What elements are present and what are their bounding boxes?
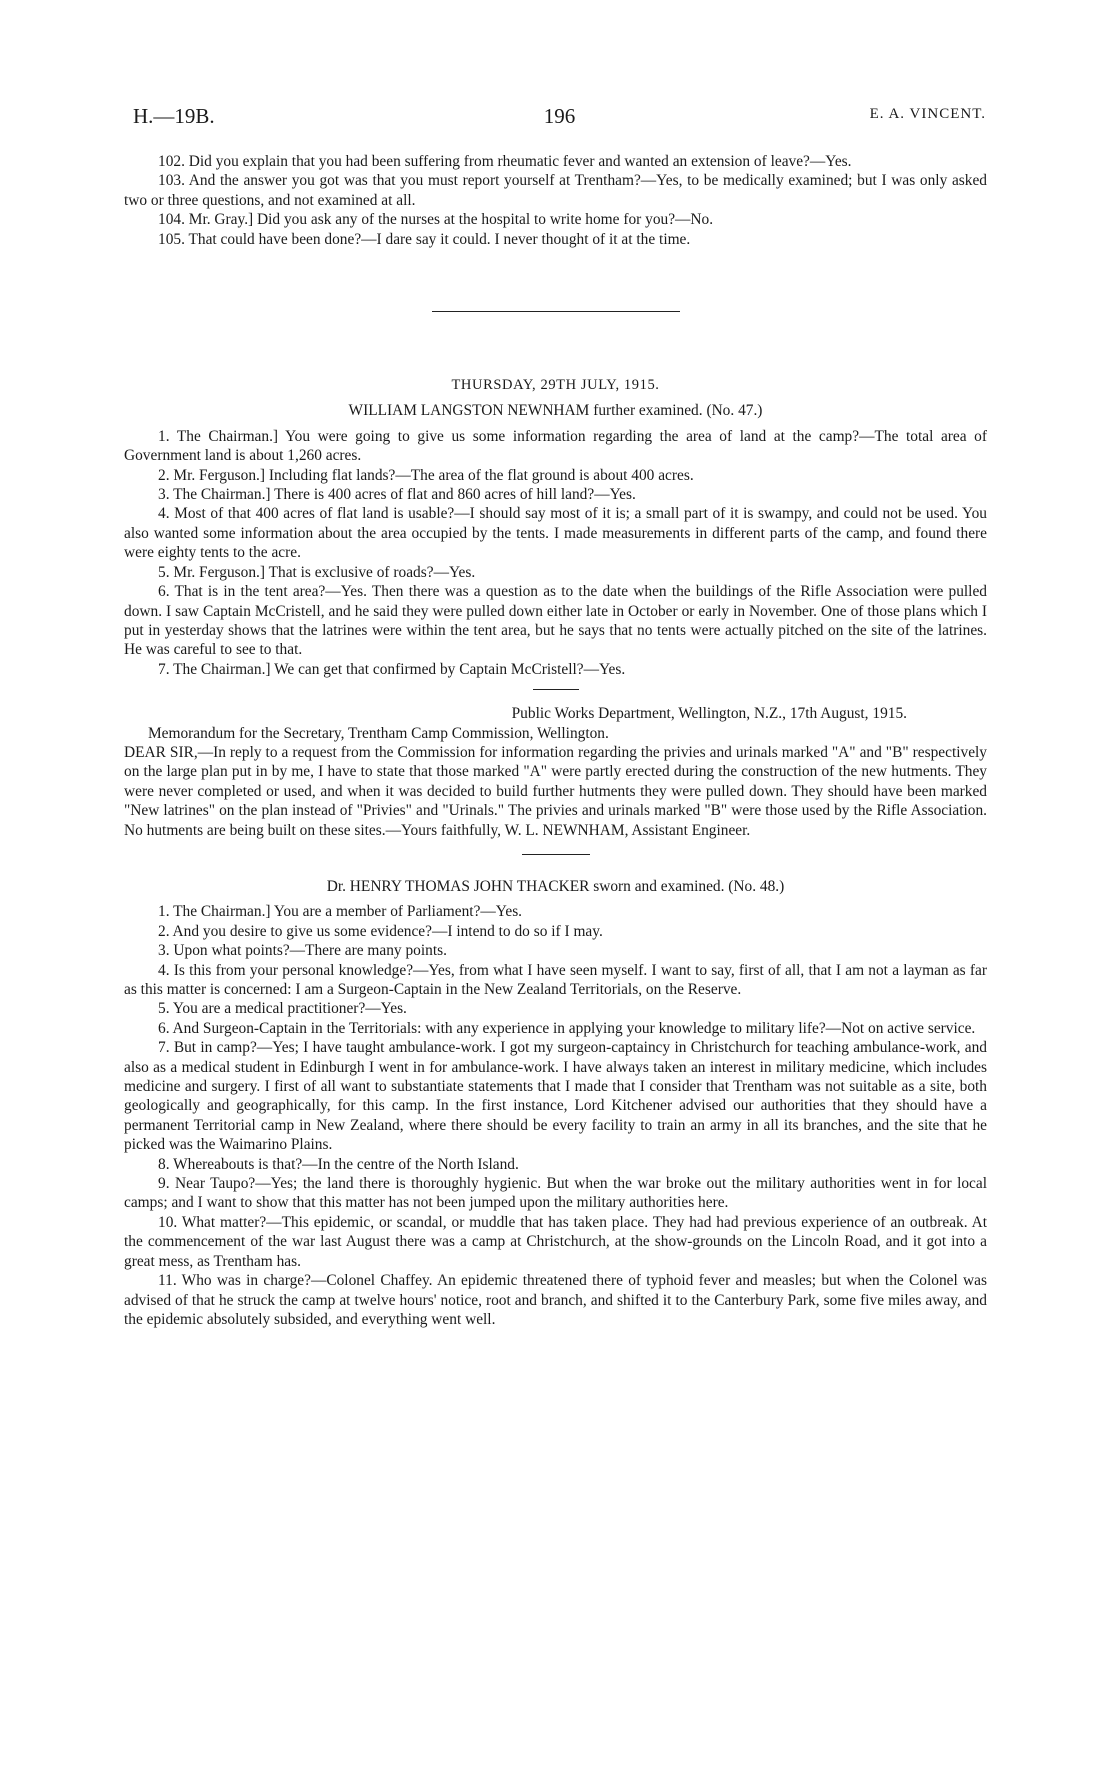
- qa-paragraph: 6. That is in the tent area?—Yes. Then there was a question as to the date when the buildings of the Rifle Association were pulled down. I saw Captain McCristell, and he said they were pulled down either late in October or early in November. One of those plans which I put in yesterday shows that the latrines were within the tent area, but he says that no tents were actually pitched on the site of the latrines. He was careful to see to that.: [124, 583, 987, 659]
- qa-paragraph: 9. Near Taupo?—Yes; the land there is thoroughly hygienic. But when the war broke out the military authorities went in for local camps; and I want to show that this matter has not been jumped upon the military authorities here.: [124, 1175, 987, 1212]
- section-divider: [533, 689, 579, 690]
- qa-paragraph: 11. Who was in charge?—Colonel Chaffey. An epidemic threatened there of typhoid fever and measles; but when the Colonel was advised of that he struck the camp at twelve hours' notice, root and branch, and shifted it to the Canterbury Park, some five miles away, and the epidemic absolutely subsided, and everything went well.: [124, 1272, 987, 1328]
- qa-paragraph: 2. Mr. Ferguson.] Including flat lands?—The area of the flat ground is about 400 acres.: [158, 466, 694, 484]
- qa-paragraph: 7. The Chairman.] We can get that confirmed by Captain McCristell?—Yes.: [158, 660, 626, 678]
- qa-paragraph: 2. And you desire to give us some evidence?—I intend to do so if I may.: [158, 922, 603, 940]
- qa-paragraph: 102. Did you explain that you had been suffering from rheumatic fever and wanted an extension of leave?—Yes.: [158, 153, 852, 170]
- qa-paragraph: 5. You are a medical practitioner?—Yes.: [158, 1000, 407, 1018]
- qa-paragraph: 8. Whereabouts is that?—In the centre of the North Island.: [158, 1155, 519, 1173]
- qa-paragraph: 7. But in camp?—Yes; I have taught ambulance-work. I got my surgeon-captaincy in Christchurch for teaching ambulance-work, and also as a medical student in Edinburgh I went in for ambulance-work. I have always taken an interest in military medicine, which includes medicine and surgery. I first of all want to substantiate statements that I made that I consider that Trentham was not suitable as a site, both geologically and geographically, for this camp. In the first instance, Lord Kitchener advised our authorities that they should have a permanent Territorial camp in New Zealand, where there should be every facility to train an army in all its branches, and the site that he picked was the Waimarino Plains.: [124, 1039, 987, 1154]
- page-number: 196: [543, 104, 576, 128]
- witness-running-head: E. A. VINCENT.: [869, 106, 986, 122]
- memo-recipient: Memorandum for the Secretary, Trentham Camp Commission, Wellington.: [148, 724, 609, 742]
- qa-paragraph: 5. Mr. Ferguson.] That is exclusive of roads?—Yes.: [158, 563, 476, 581]
- witness-heading: WILLIAM LANGSTON NEWNHAM further examined. (No. 47.): [348, 402, 763, 420]
- qa-paragraph: 6. And Surgeon-Captain in the Territorials: with any experience in applying your knowledge to military life?—Not on active service.: [158, 1019, 976, 1037]
- memo-body: DEAR SIR,—In reply to a request from the Commission for information regarding the privies and urinals marked "A" and "B" respectively on the large plan put in by me, I have to state that those marked "A" were partly erected during the construction of the new hutments. They were never completed or used, and when it was decided to build further hutments they were pulled down. They should have been marked "New latrines" on the plan instead of "Privies" and "Urinals." The privies and urinals marked "B" were those used by the Rifle Association. No hutments are being built on these sites.—Yours faithfully, W. L. NEWNHAM, Assistant Engineer.: [124, 743, 987, 839]
- qa-paragraph: 4. Is this from your personal knowledge?—Yes, from what I have seen myself. I want to say, first of all, that I am not a layman as far as this matter is concerned: I am a Surgeon-Captain in the New Zealand Territorials, on the Reserve.: [124, 961, 987, 998]
- qa-paragraph: 104. Mr. Gray.] Did you ask any of the nurses at the hospital to write home for you?—No.: [158, 211, 714, 229]
- session-date: THURSDAY, 29TH JULY, 1915.: [451, 377, 660, 394]
- report-code: H.—19B.: [133, 104, 215, 128]
- qa-paragraph: 1. The Chairman.] You are a member of Parliament?—Yes.: [158, 903, 523, 921]
- section-divider: [522, 854, 590, 855]
- qa-paragraph: 3. Upon what points?—There are many points.: [158, 942, 447, 960]
- qa-paragraph: 103. And the answer you got was that you must report yourself at Trentham?—Yes, to be medically examined; but I was only asked two or three questions, and not examined at all.: [124, 172, 987, 209]
- section-divider: [432, 311, 680, 312]
- qa-paragraph: 3. The Chairman.] There is 400 acres of flat and 860 acres of hill land?—Yes.: [158, 486, 636, 504]
- document-body: [124, 152, 987, 1329]
- qa-paragraph: 10. What matter?—This epidemic, or scandal, or muddle that has taken place. They had had previous experience of an outbreak. At the commencement of the war last August there was a camp at Christchurch, at the show-grounds on the Lincoln Road, and it got into a great mess, as Trentham has.: [124, 1213, 987, 1270]
- page-header: [133, 104, 986, 132]
- witness-heading: Dr. HENRY THOMAS JOHN THACKER sworn and examined. (No. 48.): [326, 877, 785, 895]
- qa-paragraph: 105. That could have been done?—I dare say it could. I never thought of it at the time.: [158, 230, 691, 248]
- qa-paragraph: 1. The Chairman.] You were going to give us some information regarding the area of land at the camp?—The total area of Government land is about 1,260 acres.: [124, 427, 987, 465]
- memo-origin: Public Works Department, Wellington, N.Z., 17th August, 1915.: [511, 705, 907, 723]
- qa-paragraph: 4. Most of that 400 acres of flat land is usable?—I should say most of it is; a small part of it is swampy, and could not be used. You also wanted some information about the area occupied by the tents. I made measurements in different parts of the camp, and found there were eighty tents to the acre.: [124, 505, 987, 562]
